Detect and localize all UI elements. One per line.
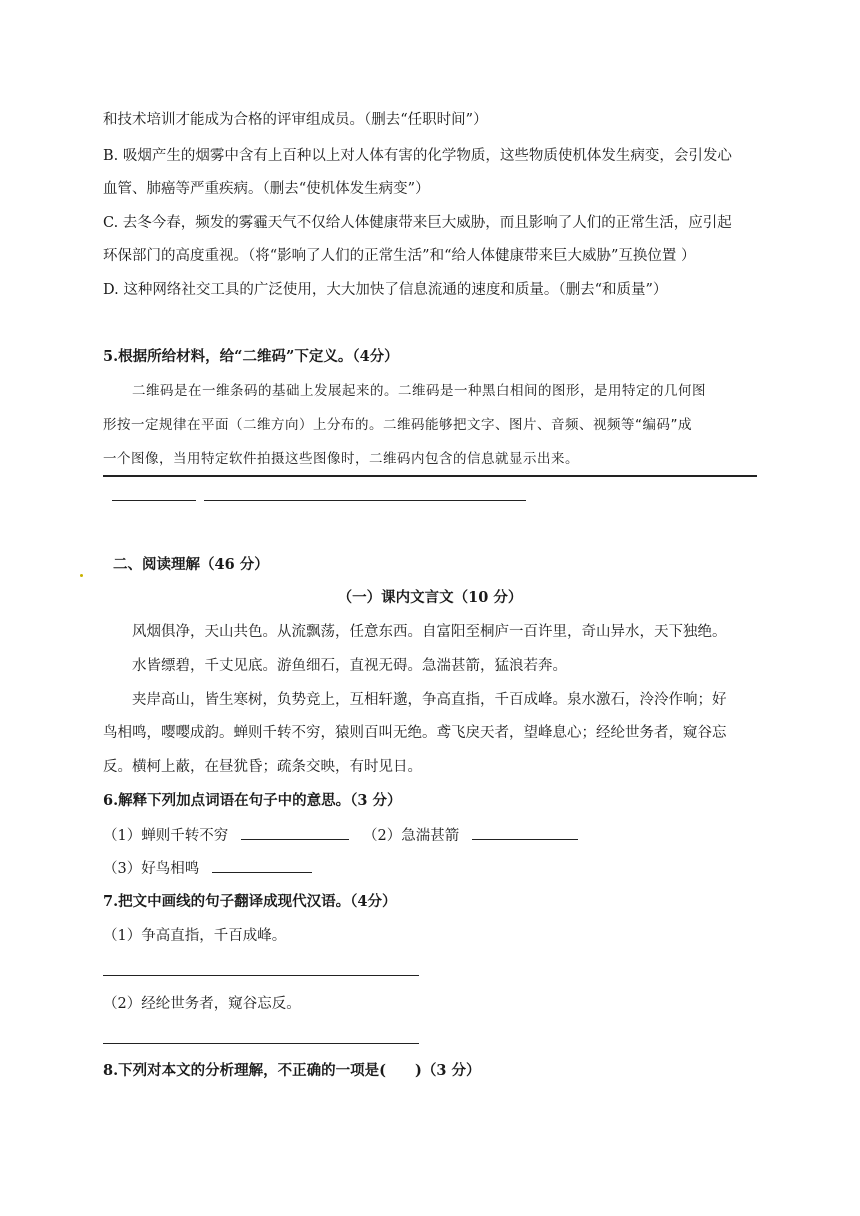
- section-2-title: 二、阅读理解（46 分）: [113, 556, 269, 573]
- q5-answer-blank-long[interactable]: [204, 500, 526, 501]
- q7-item-2: （2）经纶世务者，窥谷忘反。: [103, 996, 301, 1012]
- q6-item-1-label: （1）蝉则千转不穷: [103, 828, 229, 844]
- q5-material-line2: 形按一定规律在平面（二维方向）上分布的。二维码能够把文字、图片、音频、视频等“编码”成: [103, 417, 692, 433]
- passage-paragraph-2: 水皆缥碧，千丈见底。游鱼细石，直视无碍。急湍甚箭，猛浪若奔。: [132, 658, 567, 674]
- stray-mark: [80, 574, 83, 577]
- q5-material-line3: 一个图像，当用特定软件拍摄这些图像时，二维码内包含的信息就显示出来。: [103, 451, 579, 467]
- q7-item-1: （1）争高直指，千百成峰。: [103, 928, 287, 944]
- q5-title: 5.根据所给材料，给“二维码”下定义。（4分）: [103, 348, 399, 365]
- q4-option-a-tail: 和技术培训才能成为合格的评审组成员。（删去“任职时间”）: [103, 112, 488, 128]
- q7-title: 7.把文中画线的句子翻译成现代汉语。（4分）: [103, 893, 397, 910]
- q6-item-1-blank[interactable]: [241, 825, 349, 840]
- passage-paragraph-3-line1: 夹岸高山，皆生寒树，负势竞上，互相轩邈，争高直指，千百成峰。泉水激石，泠泠作响；好: [132, 692, 727, 708]
- section-2-subtitle: （一）课内文言文（10 分）: [337, 589, 523, 606]
- q6-item-3: [103, 858, 312, 879]
- q6-item-3-label: （3）好鸟相鸣: [103, 861, 200, 877]
- q7-item-2-answer-line[interactable]: [103, 1043, 419, 1044]
- q5-material-line1: 二维码是在一维条码的基础上发展起来的。二维码是一种黑白相间的图形，是用特定的几何图: [132, 383, 706, 399]
- passage-paragraph-1: 风烟俱净，天山共色。从流飘荡，任意东西。自富阳至桐庐一百许里，奇山异水，天下独绝。: [132, 624, 727, 640]
- passage-paragraph-3-line2: 鸟相鸣，嘤嘤成韵。蝉则千转不穷，猿则百叫无绝。鸢飞戾天者，望峰息心；经纶世务者，窥谷忘: [103, 725, 727, 741]
- q5-material-divider: [103, 475, 757, 477]
- q8-title: 8.下列对本文的分析理解，不正确的一项是( )（3 分）: [103, 1062, 481, 1079]
- q6-item-2-blank[interactable]: [472, 825, 578, 840]
- q6-title: 6.解释下列加点词语在句子中的意思。（3 分）: [103, 792, 402, 809]
- q6-item-1: [103, 825, 349, 846]
- q5-answer-blank-short[interactable]: [112, 500, 196, 501]
- q6-item-2: [363, 825, 578, 846]
- q6-item-3-blank[interactable]: [212, 858, 312, 873]
- q4-option-c-line2: 环保部门的高度重视。（将“影响了人们的正常生活”和“给人体健康带来巨大威胁”互换位置 ）: [103, 248, 696, 264]
- passage-paragraph-3-line3: 反。横柯上蔽，在昼犹昏；疏条交映，有时见日。: [103, 759, 422, 775]
- q4-option-d-line1: D. 这种网络社交工具的广泛使用，大大加快了信息流通的速度和质量。（删去“和质量”）: [103, 282, 668, 298]
- q6-item-2-label: （2）急湍甚箭: [363, 828, 460, 844]
- q4-option-b-line1: B. 吸烟产生的烟雾中含有上百种以上对人体有害的化学物质，这些物质使机体发生病变，会引发心: [103, 148, 732, 164]
- q7-item-1-answer-line[interactable]: [103, 975, 419, 976]
- q4-option-b-line2: 血管、肺癌等严重疾病。（删去“使机体发生病变”）: [103, 181, 430, 197]
- q4-option-c-line1: C. 去冬今春，频发的雾霾天气不仅给人体健康带来巨大威胁，而且影响了人们的正常生活，应引起: [103, 215, 732, 231]
